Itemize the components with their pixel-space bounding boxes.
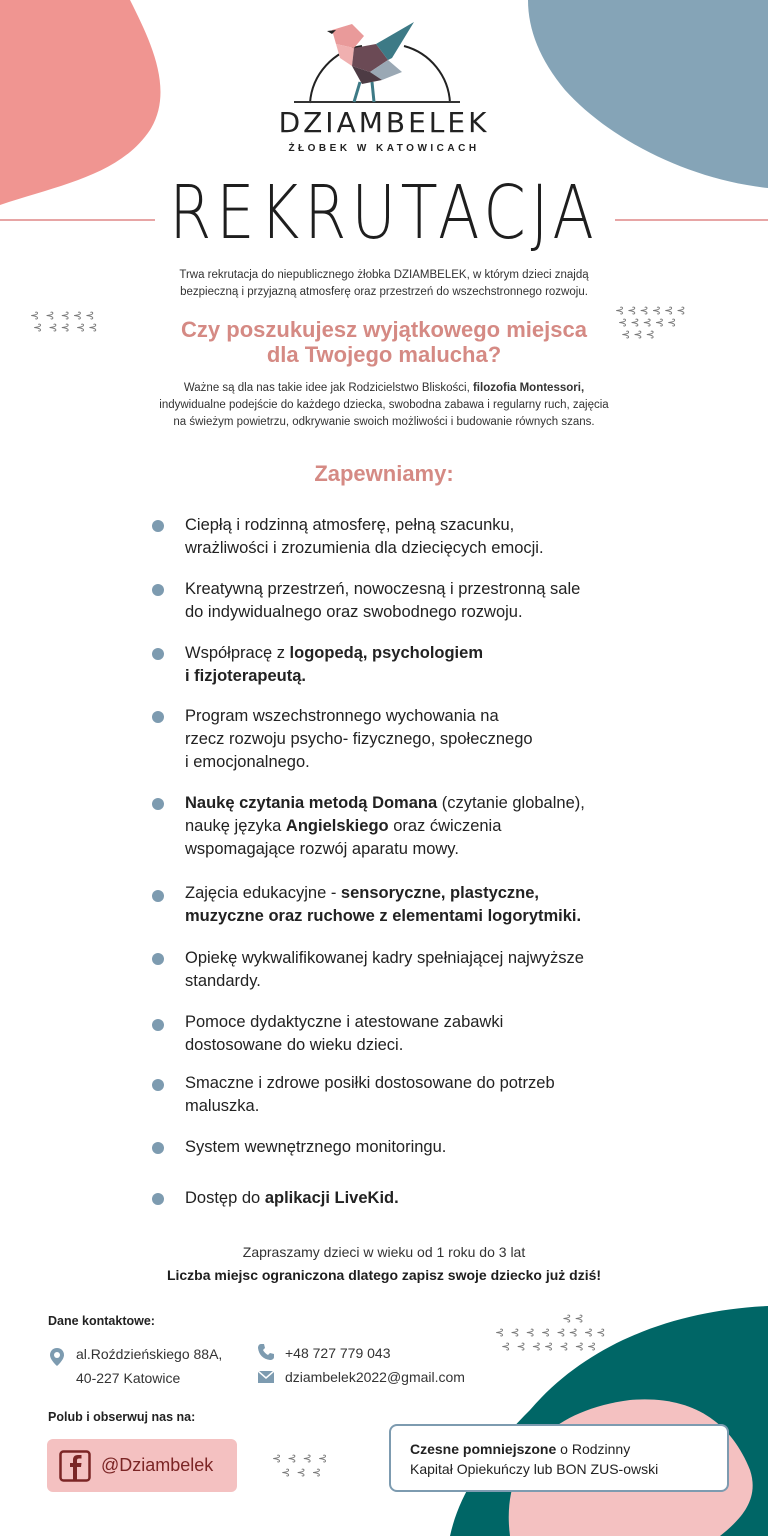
bullet-icon — [152, 798, 164, 810]
bullet-icon — [152, 520, 164, 532]
facebook-handle: @Dziambelek — [101, 1455, 214, 1475]
location-pin-icon — [50, 1348, 64, 1366]
social-label: Polub i obserwuj nas na: — [48, 1410, 196, 1424]
facebook-icon — [59, 1450, 91, 1482]
facebook-button[interactable] — [47, 1439, 237, 1492]
bullet-icon — [152, 890, 164, 902]
address-line: al.Roździeńskiego 88A, — [76, 1346, 223, 1362]
contact-label: Dane kontaktowe: — [48, 1314, 155, 1328]
slate-blob-top-right — [520, 0, 768, 190]
bird-flock-bottom: ⊰ ⊰ ⊰ ⊰ ⊰ ⊰ ⊰ — [272, 1453, 328, 1479]
ideas-text — [0, 380, 768, 431]
bullet-icon — [152, 1079, 164, 1091]
list-item-text: Opiekę wykwalifikowanej kadry spełniającej najwyższe standardy. — [185, 949, 584, 990]
email-link[interactable]: dziambelek2022@gmail.com — [285, 1369, 465, 1385]
ideas-line: na świeżym powietrzu, odkrywanie swoich możliwości i budowanie równych szans. — [173, 416, 595, 428]
logo-name: DZIAMBELEK — [278, 106, 490, 139]
email-icon — [258, 1371, 274, 1383]
list-item-text: Naukę czytania metodą Domana (czytanie globalne), naukę języka Angielskiego oraz ćwiczenia wspomagające rozwój aparatu mowy. — [185, 794, 585, 858]
list-item-text: Zajęcia edukacyjne - sensoryczne, plastyczne, muzyczne oraz ruchowe z elementami logorytmiki. — [185, 884, 582, 925]
question-heading — [0, 317, 768, 367]
intro-text — [0, 267, 768, 301]
bullet-icon — [152, 1019, 164, 1031]
bird-flock-bottom-right: ⊰ ⊰ ⊰ ⊰ ⊰ ⊰ ⊰ ⊰ ⊰ ⊰ ⊰ ⊰ ⊰ ⊰ ⊰ ⊰ ⊰ — [495, 1313, 606, 1353]
bullet-icon — [152, 584, 164, 596]
intro-line: Trwa rekrutacja do niepublicznego żłobka DZIAMBELEK, w którym dzieci znajdą — [179, 269, 589, 281]
list-item-text: System wewnętrznego monitoringu. — [185, 1138, 447, 1156]
ideas-text-part: Ważne są dla nas takie idee jak Rodzicielstwo Bliskości, — [183, 382, 473, 394]
fee-rest: o Rodzinny — [556, 1441, 631, 1457]
list-item-text: Smaczne i zdrowe posiłki dostosowane do potrzeb maluszka. — [185, 1074, 555, 1115]
bullet-icon — [152, 1142, 164, 1154]
bird-logo-icon — [292, 18, 462, 104]
fee-line — [410, 1439, 727, 1459]
list-item-text: Ciepłą i rodzinną atmosferę, pełną szacunku, wrażliwości i zrozumienia dla dziecięcych emocji. — [185, 516, 544, 557]
bullet-icon — [152, 953, 164, 965]
list-item-text: Pomoce dydaktyczne i atestowane zabawki dostosowane do wieku dzieci. — [185, 1013, 504, 1054]
page-title: REKRUTACJA — [169, 170, 599, 256]
address — [76, 1342, 222, 1390]
invite-text: Zapraszamy dzieci w wieku od 1 roku do 3 lat — [242, 1244, 526, 1260]
logo-subtitle: ŻŁOBEK W KATOWICACH — [288, 143, 480, 154]
bullet-icon — [152, 711, 164, 723]
address-line: 40-227 Katowice — [76, 1370, 181, 1386]
list-item-text: Program wszechstronnego wychowania na rzecz rozwoju psycho- fizycznego, społecznego i emocjonalnego. — [185, 707, 533, 771]
ideas-bold: filozofia Montessori, — [472, 382, 585, 394]
question-line: Czy poszukujesz wyjątkowego miejsca — [181, 317, 587, 342]
list-item-text: Kreatywną przestrzeń, nowoczesną i przestronną sale do indywidualnego oraz swobodnego rozwoju. — [185, 580, 581, 621]
phone-link[interactable]: +48 727 779 043 — [285, 1345, 391, 1361]
fee-info-box — [389, 1424, 729, 1492]
bullet-icon — [152, 648, 164, 660]
phone-icon — [258, 1344, 274, 1360]
ideas-line: indywidualne podejście do każdego dziecka, swobodna zabawa i regularny ruch, zajęcia — [159, 399, 609, 411]
fee-bold: Czesne pomniejszone — [410, 1441, 557, 1457]
list-item-text: Dostęp do aplikacji LiveKid. — [185, 1189, 399, 1207]
provide-heading: Zapewniamy: — [314, 461, 454, 486]
intro-line: bezpieczną i przyjazną atmosferę oraz przestrzeń do wszechstronnego rozwoju. — [180, 286, 588, 298]
list-item-text: Współpracę z logopedą, psychologiem i fizjoterapeutą. — [185, 644, 483, 685]
bullet-icon — [152, 1193, 164, 1205]
ideas-line — [0, 380, 768, 397]
bird-flock-right: ⊰ ⊰ ⊰ ⊰ ⊰ ⊰ ⊰ ⊰ ⊰ ⊰ ⊰ ⊰ ⊰ ⊰ — [615, 305, 686, 341]
limited-places-text: Liczba miejsc ograniczona dlatego zapisz swoje dziecko już dziś! — [166, 1267, 602, 1283]
bird-flock-left: ⊰ ⊰ ⊰ ⊰ ⊰ ⊰ ⊰ ⊰ ⊰ ⊰ — [30, 310, 98, 334]
question-line: dla Twojego malucha? — [266, 342, 502, 367]
fee-line: Kapitał Opiekuńczy lub BON ZUS-owski — [410, 1461, 659, 1477]
